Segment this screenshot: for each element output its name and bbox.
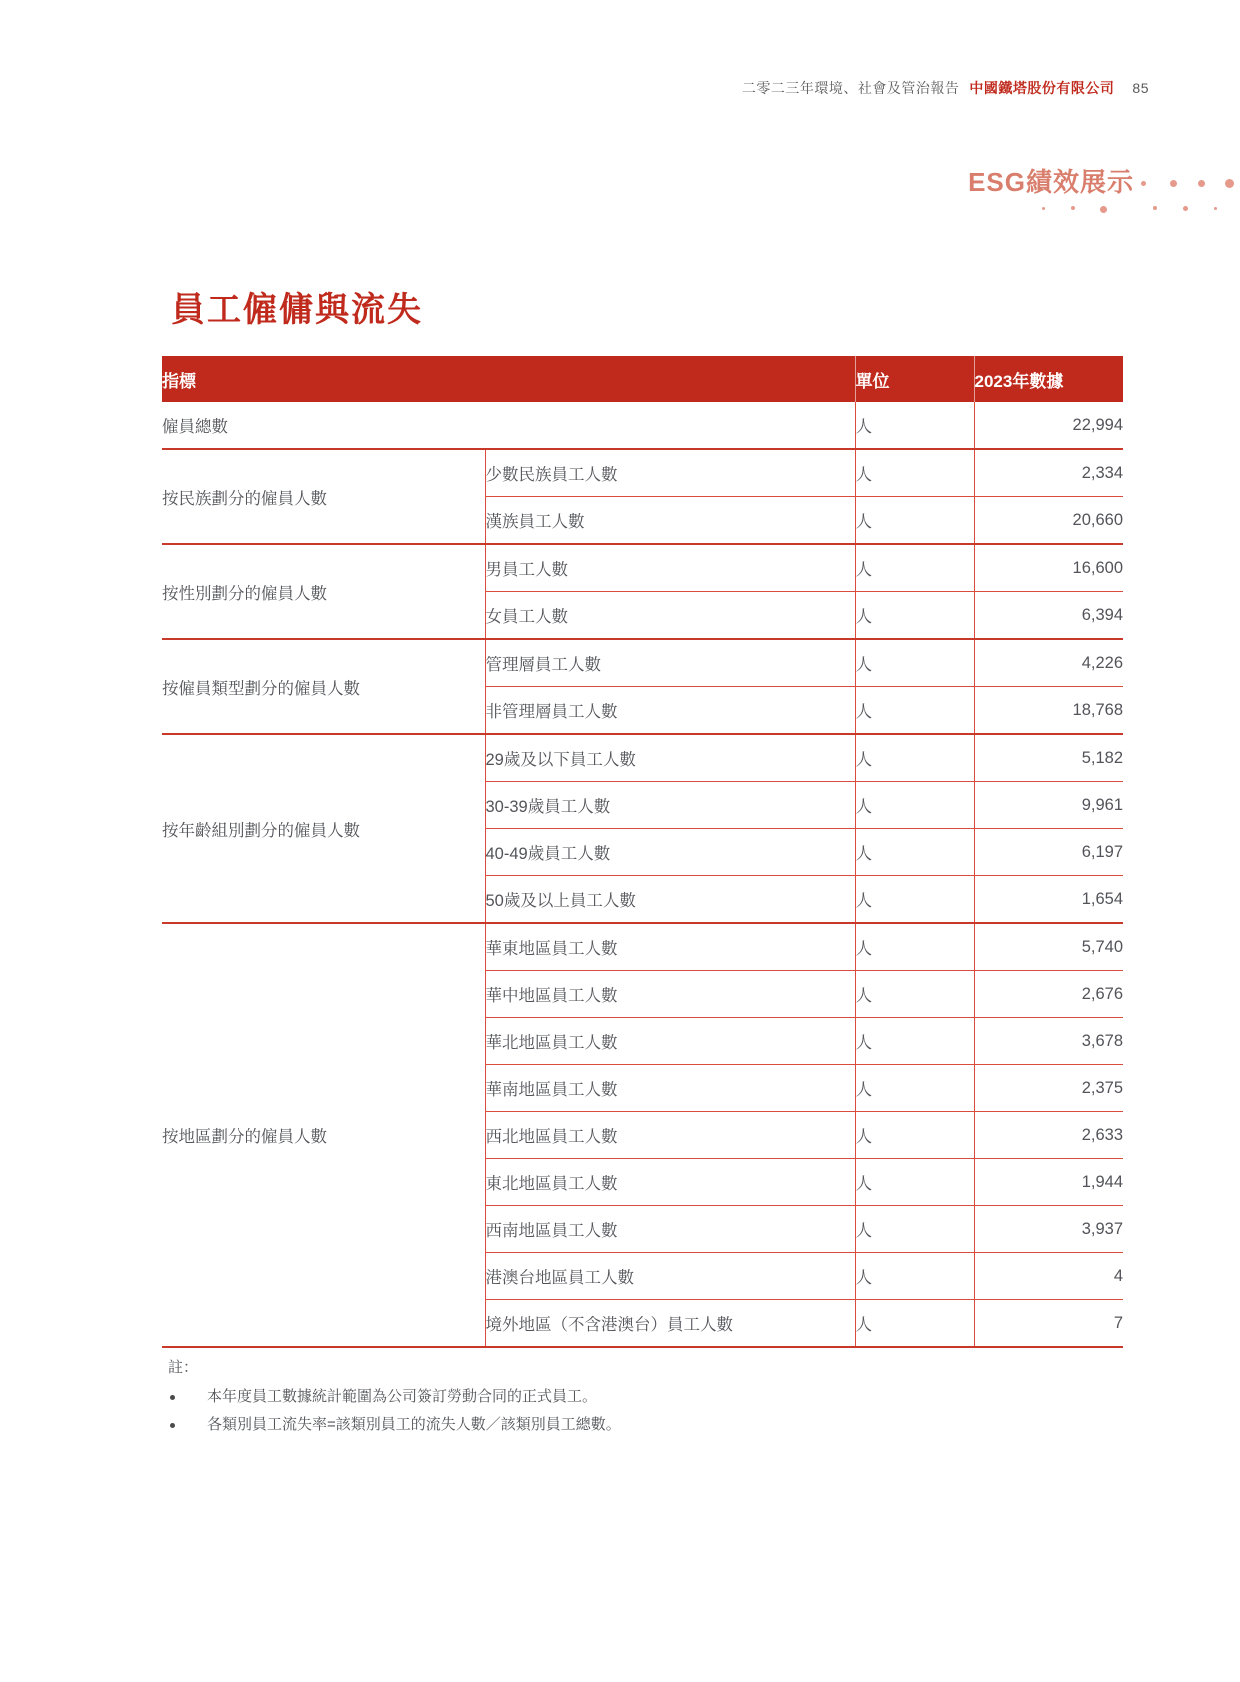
value-cell: 22,994 <box>974 402 1123 449</box>
unit-cell: 人 <box>855 1112 974 1159</box>
decor-dot <box>1141 181 1146 186</box>
value-cell: 7 <box>974 1300 1123 1348</box>
indicator-sub-cell: 女員工人數 <box>485 592 855 640</box>
table-row <box>162 734 1123 782</box>
table-header-row <box>162 356 1123 402</box>
value-cell: 1,654 <box>974 876 1123 924</box>
decor-dot <box>1170 180 1177 187</box>
indicator-sub-cell: 西北地區員工人數 <box>485 1112 855 1159</box>
unit-cell: 人 <box>855 1018 974 1065</box>
value-cell: 2,676 <box>974 971 1123 1018</box>
indicator-group-cell: 按性別劃分的僱員人數 <box>162 544 485 639</box>
column-header-2023-data: 2023年數據 <box>974 356 1123 402</box>
indicator-sub-cell: 西南地區員工人數 <box>485 1206 855 1253</box>
indicator-sub-cell: 29歲及以下員工人數 <box>485 734 855 782</box>
decor-dot <box>1042 207 1045 210</box>
page-number: 85 <box>1132 80 1149 96</box>
indicator-sub-cell: 30-39歲員工人數 <box>485 782 855 829</box>
value-cell: 2,375 <box>974 1065 1123 1112</box>
indicator-sub-cell: 華中地區員工人數 <box>485 971 855 1018</box>
value-cell: 4 <box>974 1253 1123 1300</box>
section-eyebrow: ESG績效展示 <box>968 167 1134 197</box>
footnotes <box>168 1359 928 1444</box>
indicator-sub-cell: 50歲及以上員工人數 <box>485 876 855 924</box>
unit-cell: 人 <box>855 1065 974 1112</box>
table-row <box>162 449 1123 497</box>
indicator-group-cell: 僱員總數 <box>162 402 855 449</box>
unit-cell: 人 <box>855 1300 974 1348</box>
table-row <box>162 923 1123 971</box>
value-cell: 9,961 <box>974 782 1123 829</box>
decor-dot <box>1071 206 1075 210</box>
value-cell: 2,633 <box>974 1112 1123 1159</box>
unit-cell: 人 <box>855 497 974 545</box>
indicator-sub-cell: 東北地區員工人數 <box>485 1159 855 1206</box>
indicator-group-cell: 按僱員類型劃分的僱員人數 <box>162 639 485 734</box>
column-header-indicator: 指標 <box>162 356 855 402</box>
indicator-sub-cell: 港澳台地區員工人數 <box>485 1253 855 1300</box>
indicator-sub-cell: 男員工人數 <box>485 544 855 592</box>
unit-cell: 人 <box>855 782 974 829</box>
note-text: 本年度員工數據統計範圍為公司簽訂勞動合同的正式員工。 <box>207 1388 598 1405</box>
indicator-group-cell: 按地區劃分的僱員人數 <box>162 923 485 1347</box>
decor-dot <box>1183 206 1188 211</box>
value-cell: 6,394 <box>974 592 1123 640</box>
indicator-sub-cell: 漢族員工人數 <box>485 497 855 545</box>
decor-dot <box>1198 180 1205 187</box>
value-cell: 5,182 <box>974 734 1123 782</box>
unit-cell: 人 <box>855 1159 974 1206</box>
table-row <box>162 402 1123 449</box>
notes-label: 註： <box>168 1359 199 1376</box>
table-row <box>162 544 1123 592</box>
indicator-sub-cell: 境外地區（不含港澳台）員工人數 <box>485 1300 855 1348</box>
indicator-sub-cell: 管理層員工人數 <box>485 639 855 687</box>
note-item <box>168 1416 928 1434</box>
indicator-sub-cell: 華南地區員工人數 <box>485 1065 855 1112</box>
value-cell: 18,768 <box>974 687 1123 735</box>
indicator-sub-cell: 華東地區員工人數 <box>485 923 855 971</box>
decor-dot <box>1225 179 1234 188</box>
unit-cell: 人 <box>855 687 974 735</box>
indicator-group-cell: 按年齡組別劃分的僱員人數 <box>162 734 485 923</box>
unit-cell: 人 <box>855 923 974 971</box>
indicator-sub-cell: 非管理層員工人數 <box>485 687 855 735</box>
table-row <box>162 639 1123 687</box>
value-cell: 16,600 <box>974 544 1123 592</box>
unit-cell: 人 <box>855 734 974 782</box>
value-cell: 1,944 <box>974 1159 1123 1206</box>
indicator-group-cell: 按民族劃分的僱員人數 <box>162 449 485 544</box>
unit-cell: 人 <box>855 971 974 1018</box>
unit-cell: 人 <box>855 639 974 687</box>
employee-data-table <box>162 356 1123 1348</box>
unit-cell: 人 <box>855 402 974 449</box>
indicator-sub-cell: 華北地區員工人數 <box>485 1018 855 1065</box>
value-cell: 6,197 <box>974 829 1123 876</box>
unit-cell: 人 <box>855 1206 974 1253</box>
value-cell: 3,678 <box>974 1018 1123 1065</box>
unit-cell: 人 <box>855 876 974 924</box>
indicator-sub-cell: 40-49歲員工人數 <box>485 829 855 876</box>
unit-cell: 人 <box>855 1253 974 1300</box>
page-header <box>742 78 1149 98</box>
report-title: 二零二三年環境、社會及管治報告 <box>741 80 960 96</box>
decor-dot <box>1153 206 1157 210</box>
company-name: 中國鐵塔股份有限公司 <box>969 80 1115 96</box>
decor-dot <box>1214 207 1217 210</box>
unit-cell: 人 <box>855 544 974 592</box>
value-cell: 2,334 <box>974 449 1123 497</box>
decor-dot <box>1100 206 1107 213</box>
value-cell: 4,226 <box>974 639 1123 687</box>
column-header-unit: 單位 <box>855 356 974 402</box>
value-cell: 3,937 <box>974 1206 1123 1253</box>
unit-cell: 人 <box>855 449 974 497</box>
note-text: 各類別員工流失率=該類別員工的流失人數／該類別員工總數。 <box>207 1416 621 1433</box>
note-item <box>168 1388 928 1406</box>
unit-cell: 人 <box>855 592 974 640</box>
value-cell: 20,660 <box>974 497 1123 545</box>
unit-cell: 人 <box>855 829 974 876</box>
value-cell: 5,740 <box>974 923 1123 971</box>
page-title: 員工僱傭與流失 <box>171 291 423 329</box>
indicator-sub-cell: 少數民族員工人數 <box>485 449 855 497</box>
